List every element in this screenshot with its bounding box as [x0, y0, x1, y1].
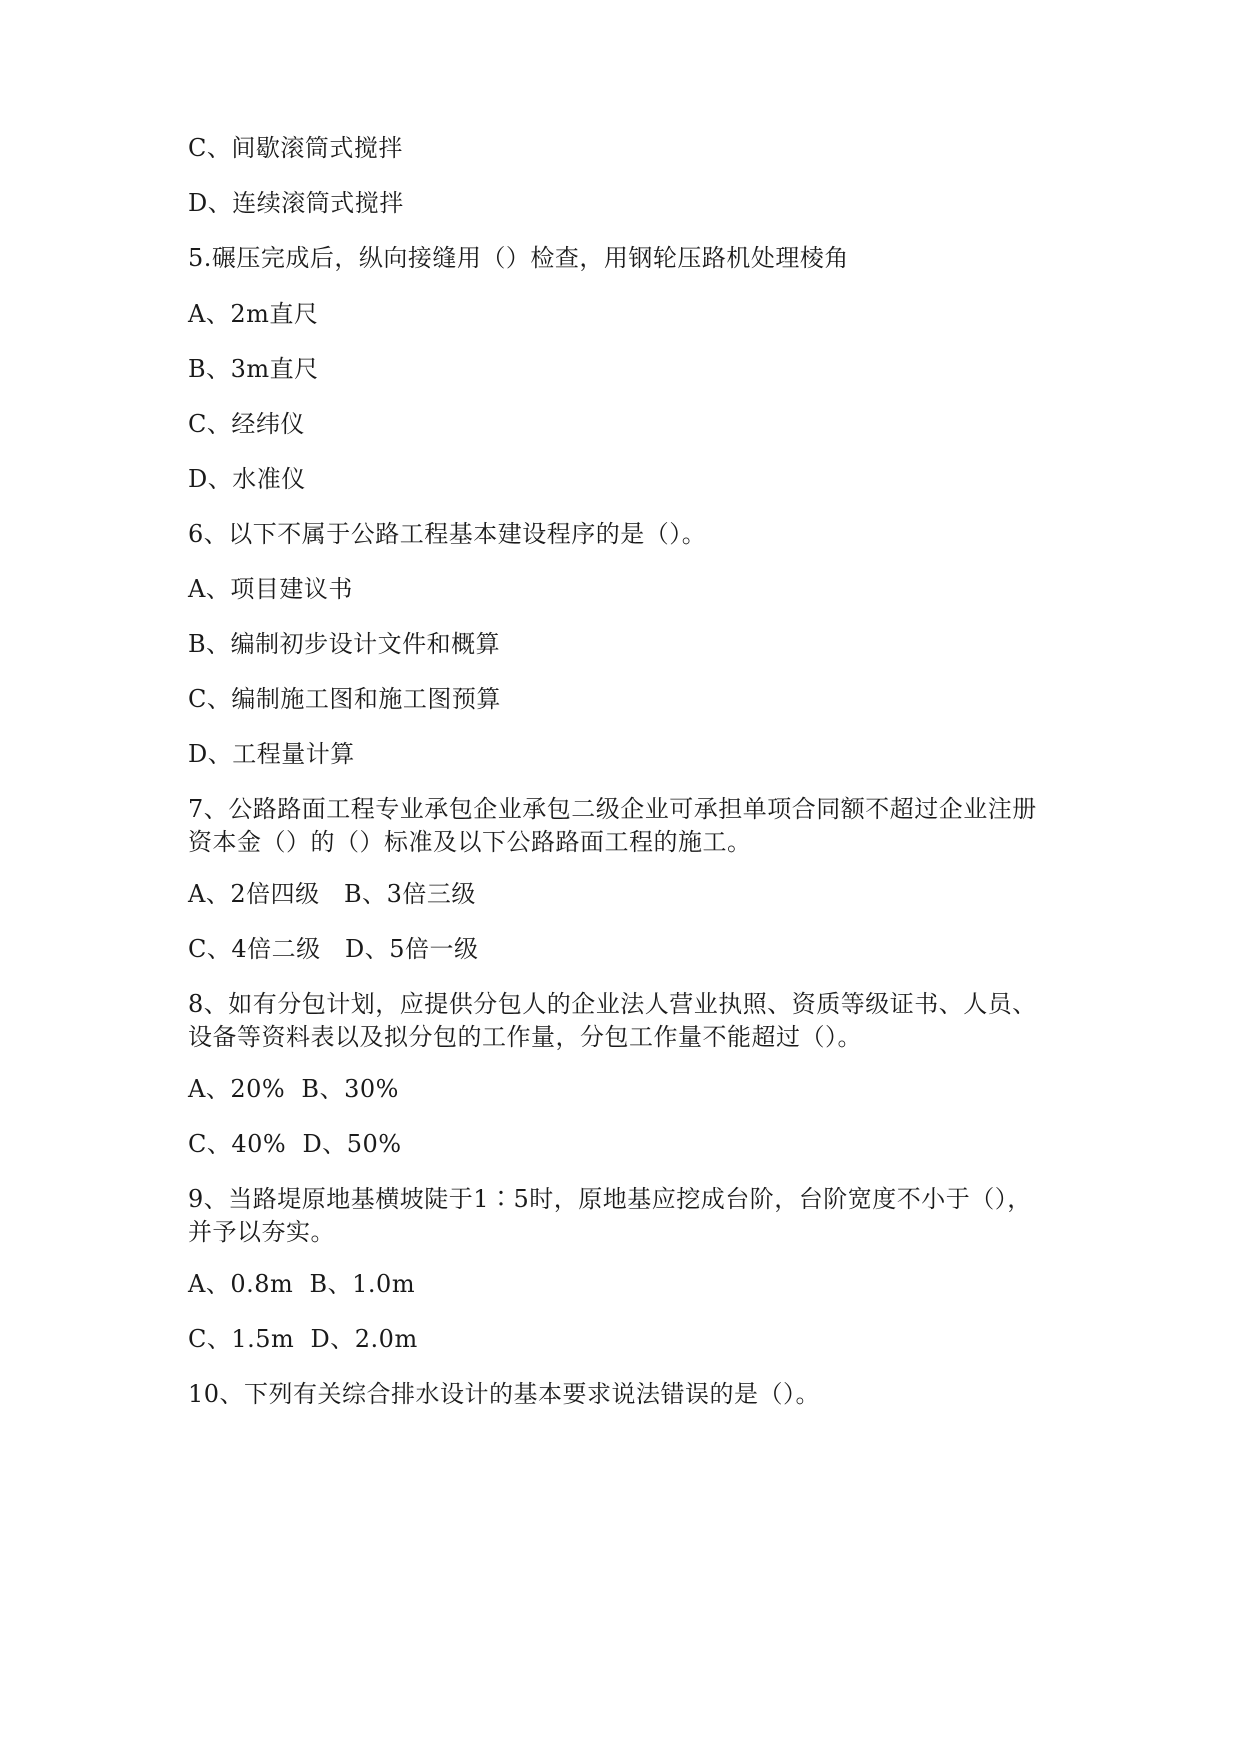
question-8-options-cd: C、40% D、50% [188, 1130, 402, 1158]
question-10-text: 10、下列有关综合排水设计的基本要求说法错误的是（）。 [188, 1380, 821, 1408]
question-9-options-ab: A、0.8m B、1.0m [188, 1270, 416, 1298]
question-5-option-a: A、2m直尺 [188, 300, 319, 328]
question-7-options-ab: A、2倍四级 B、3倍三级 [188, 880, 476, 908]
question-9-text-line-2: 并予以夯实。 [188, 1218, 335, 1246]
question-5-option-d: D、水准仪 [188, 465, 306, 493]
question-4-option-d: D、连续滚筒式搅拌 [188, 189, 404, 217]
question-9-text-line-1: 9、当路堤原地基横坡陡于1∶5时，原地基应挖成台阶，台阶宽度不小于（）， [188, 1185, 1032, 1213]
question-8-options-ab: A、20% B、30% [188, 1075, 399, 1103]
question-8-text-line-2: 设备等资料表以及拟分包的工作量，分包工作量不能超过（）。 [188, 1023, 862, 1051]
question-6-option-d: D、工程量计算 [188, 740, 355, 768]
question-4-option-c: C、间歇滚筒式搅拌 [188, 134, 403, 162]
question-6-option-a: A、项目建议书 [188, 575, 353, 603]
question-6-option-b: B、编制初步设计文件和概算 [188, 630, 501, 658]
question-7-text-line-2: 资本金（）的（）标准及以下公路路面工程的施工。 [188, 828, 752, 856]
question-6-option-c: C、编制施工图和施工图预算 [188, 685, 501, 713]
question-5-option-c: C、经纬仪 [188, 410, 305, 438]
question-7-options-cd: C、4倍二级 D、5倍一级 [188, 935, 479, 963]
question-5-text: 5.碾压完成后，纵向接缝用（）检查，用钢轮压路机处理棱角 [188, 244, 849, 272]
question-9-options-cd: C、1.5m D、2.0m [188, 1325, 418, 1353]
question-6-text: 6、以下不属于公路工程基本建设程序的是（）。 [188, 520, 707, 548]
question-7-text-line-1: 7、公路路面工程专业承包企业承包二级企业可承担单项合同额不超过企业注册 [188, 795, 1037, 823]
question-8-text-line-1: 8、如有分包计划，应提供分包人的企业法人营业执照、资质等级证书、人员、 [188, 990, 1037, 1018]
question-5-option-b: B、3m直尺 [188, 355, 319, 383]
